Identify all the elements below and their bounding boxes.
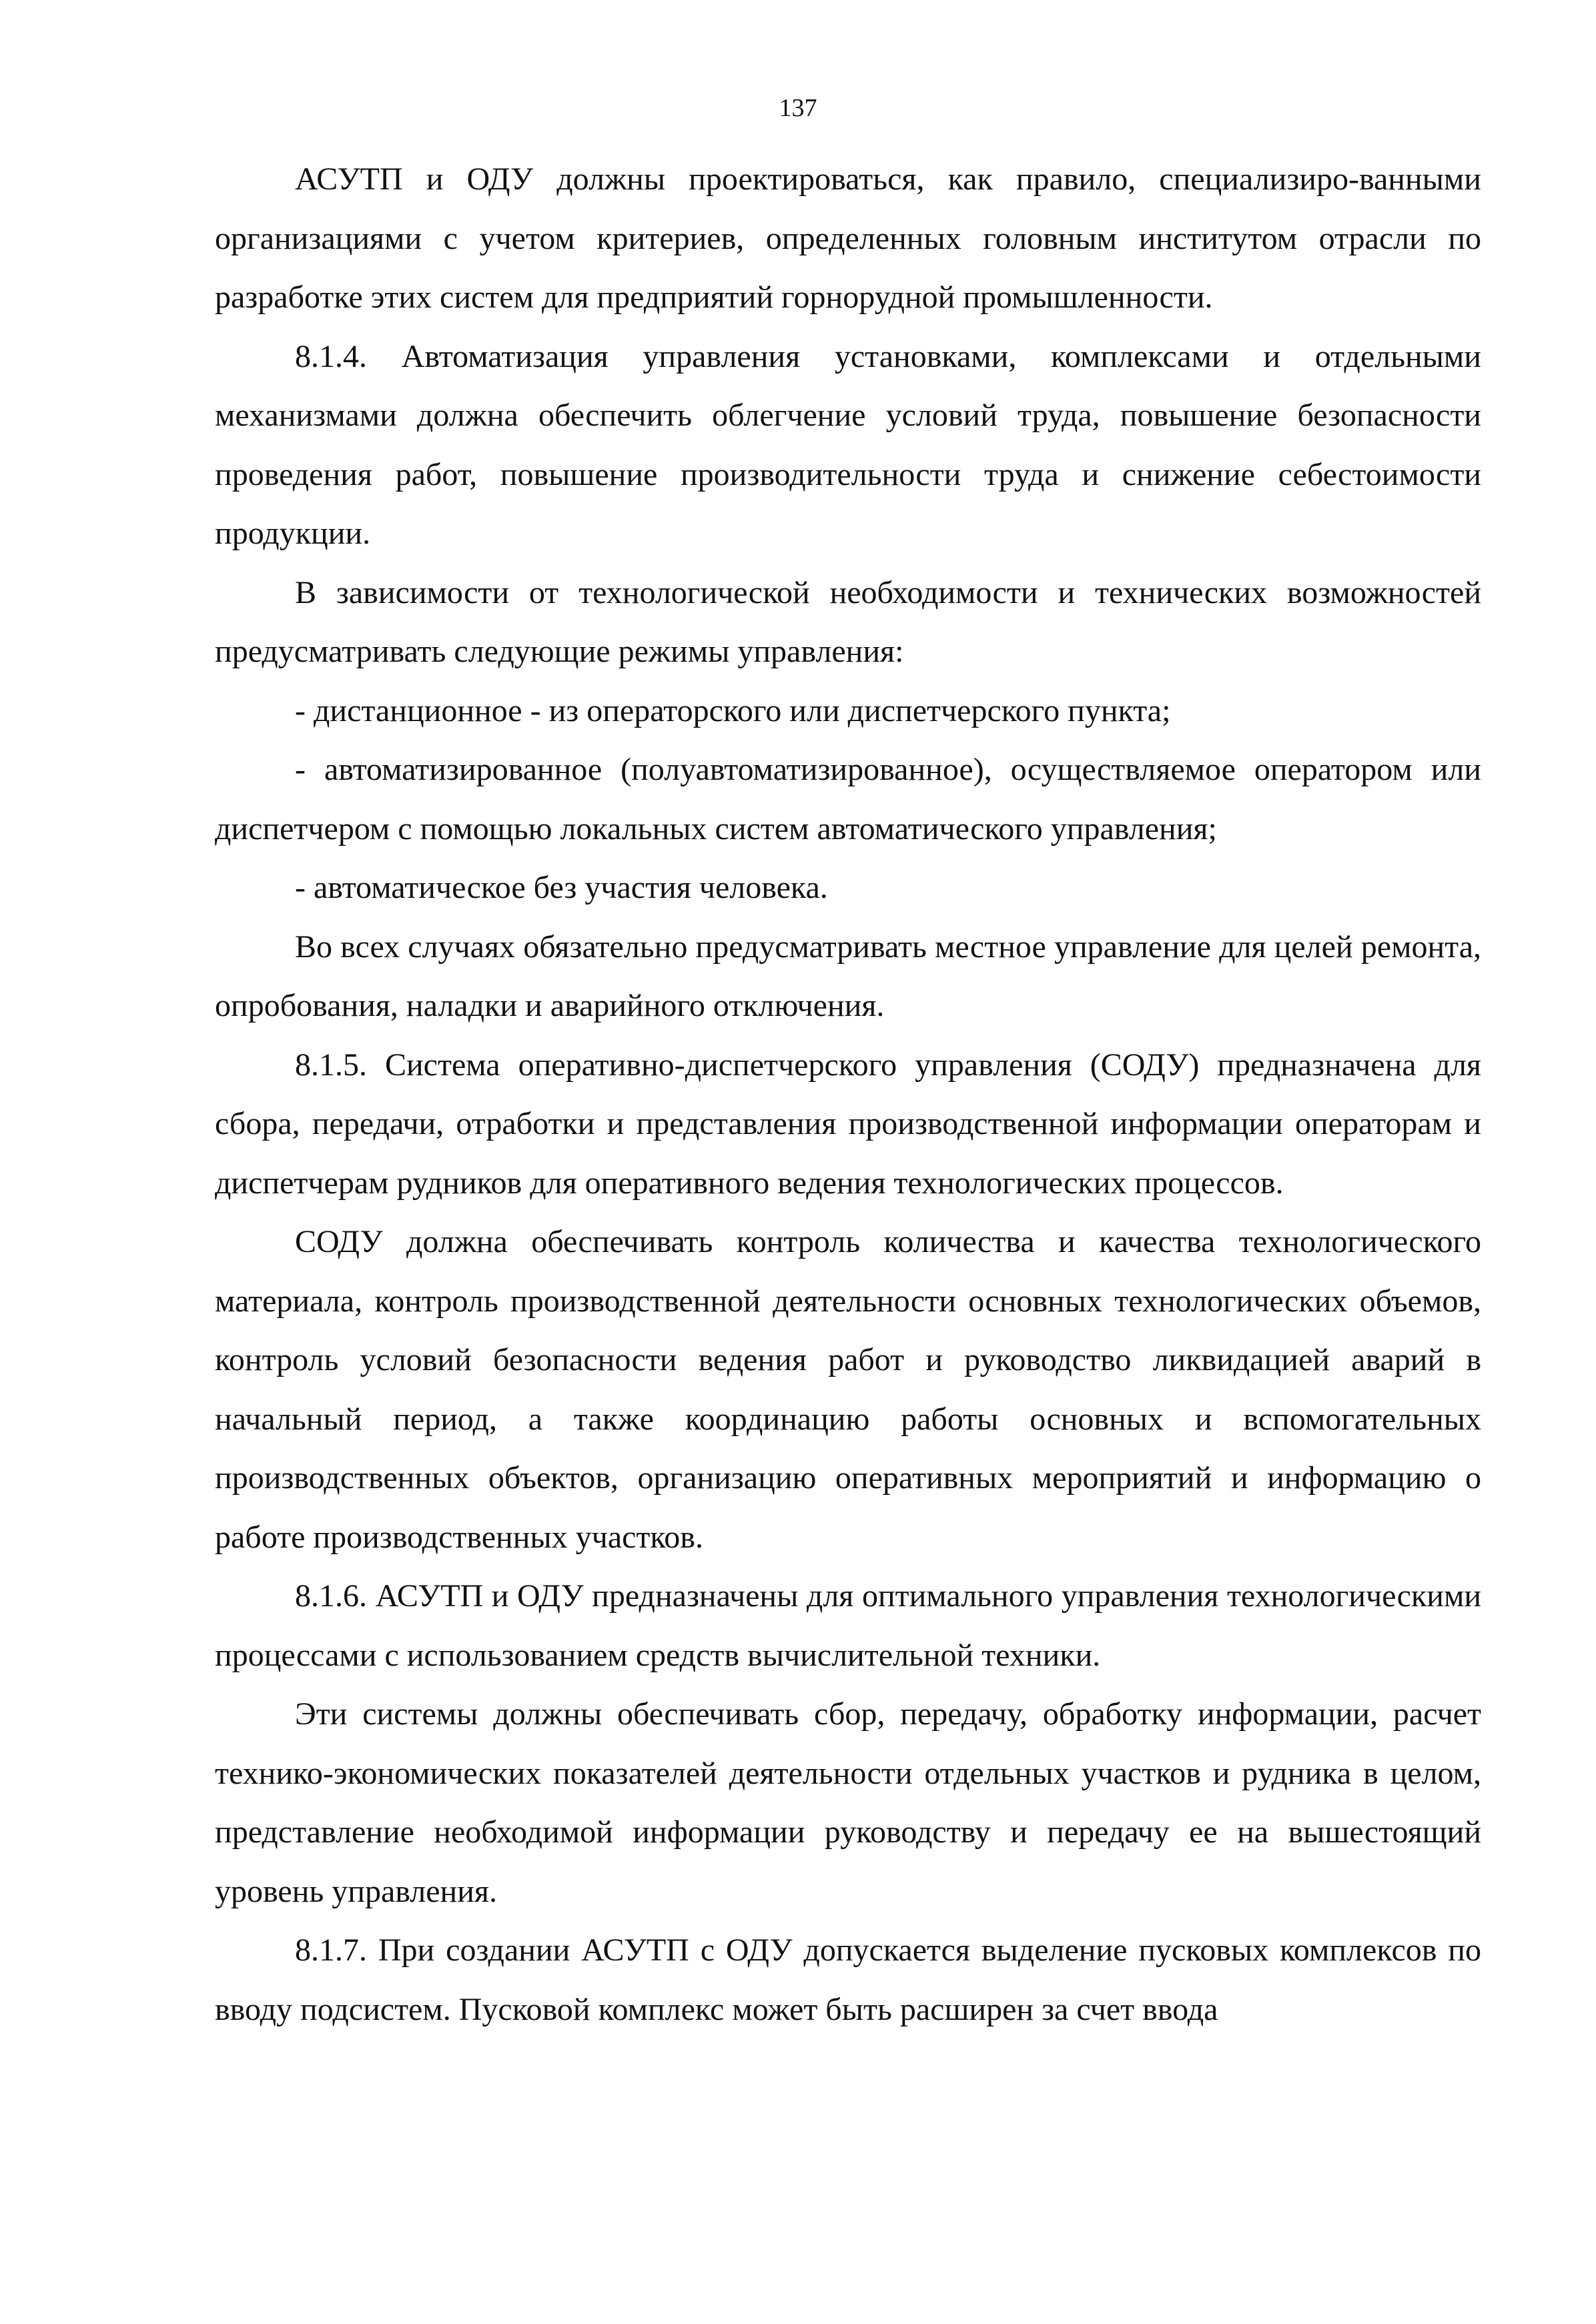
page-number: 137 bbox=[779, 94, 817, 122]
paragraph-control-modes-intro: В зависимости от технологической необходимости и технических возможностей предусматривать следующие режимы управления: bbox=[215, 574, 1481, 669]
paragraph-8-1-5: 8.1.5. Система оперативно-диспетчерского управления (СОДУ) предназначена для сбора, передачи, отработки и представления производственной информации операторам и диспетчерам рудников для оперативного ведения технологических процессов. bbox=[215, 1047, 1481, 1201]
paragraph-local-control: Во всех случаях обязательно предусматривать местное управление для целей ремонта, опробования, наладки и аварийного отключения. bbox=[215, 929, 1481, 1023]
paragraph-systems-functions: Эти системы должны обеспечивать сбор, передачу, обработку информации, расчет технико-экономических показателей деятельности отдельных участков и рудника в целом, представление необходимой информации руководству и передачу ее на вышестоящий уровень управления. bbox=[215, 1696, 1481, 1909]
list-item-remote: - дистанционное - из операторского или диспетчерского пункта; bbox=[295, 692, 1171, 728]
paragraph-8-1-7: 8.1.7. При создании АСУТП с ОДУ допускается выделение пусковых комплексов по вводу подсистем. Пусковой комплекс может быть расширен за счет ввода bbox=[215, 1932, 1481, 2027]
list-item-automated: - автоматизированное (полуавтоматизированное), осуществляемое оператором или диспетчером с помощью локальных систем автоматического управления; bbox=[215, 752, 1481, 846]
paragraph-asutp-design: АСУТП и ОДУ должны проектироваться, как правило, специализиро-ванными организациями с учетом критериев, определенных головным институтом отрасли по разработке этих систем для предприятий горнорудной промышленности. bbox=[215, 161, 1481, 315]
list-item-automatic: - автоматическое без участия человека. bbox=[295, 870, 828, 905]
document-body bbox=[215, 150, 1481, 2039]
paragraph-8-1-4: 8.1.4. Автоматизация управления установками, комплексами и отдельными механизмами должна обеспечить облегчение условий труда, повышение безопасности проведения работ, повышение производительности труда и снижение себестоимости продукции. bbox=[215, 338, 1481, 551]
paragraph-sodu-functions: СОДУ должна обеспечивать контроль количества и качества технологического материала, контроль производственной деятельности основных технологических объемов, контроль условий безопасности ведения работ и руководство ликвидацией аварий в начальный период, а также координацию работы основных и вспомогательных производственных объектов, организацию оперативных мероприятий и информацию о работе производственных участков. bbox=[215, 1224, 1481, 1555]
paragraph-8-1-6: 8.1.6. АСУТП и ОДУ предназначены для оптимального управления технологическими процессами с использованием средств вычислительной техники. bbox=[215, 1578, 1481, 1673]
